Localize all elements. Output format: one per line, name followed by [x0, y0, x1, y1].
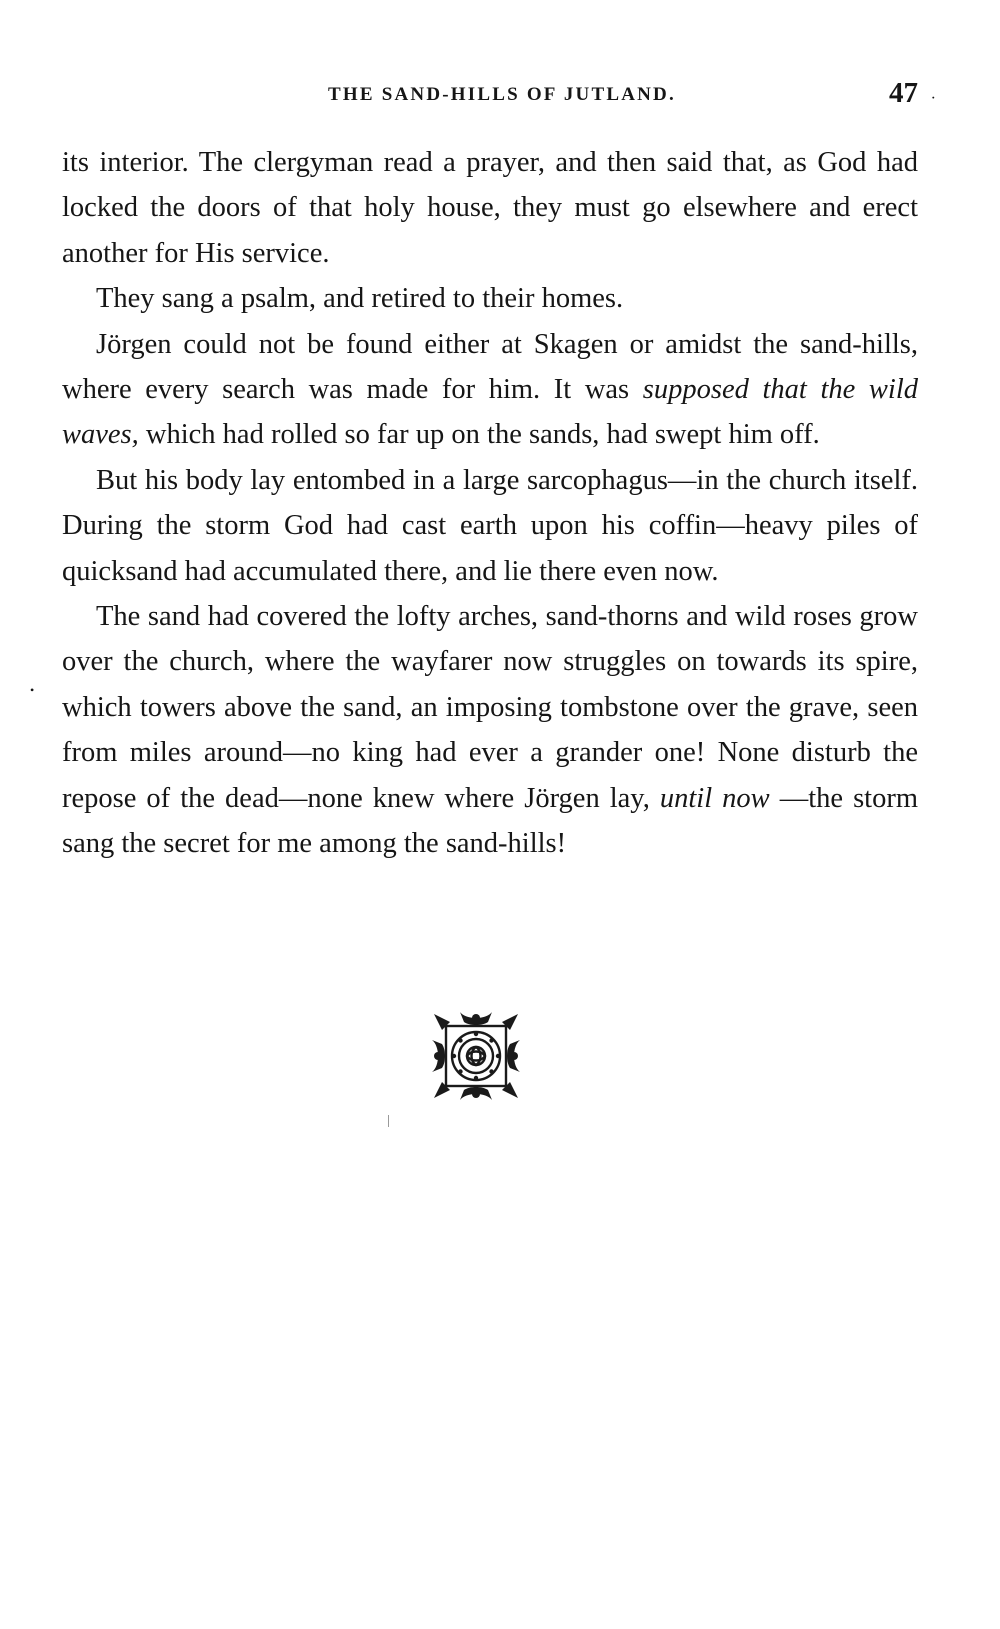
paragraph-3: [62, 322, 918, 458]
body-text: [62, 140, 918, 867]
stray-mark: •: [30, 683, 35, 697]
running-title: THE SAND-HILLS OF JUTLAND.: [328, 84, 676, 105]
rule-dot: [388, 1115, 389, 1127]
paragraph-2: They sang a psalm, and retired to their homes.: [96, 283, 624, 315]
tailpiece-ornament-icon: [430, 1010, 522, 1102]
paragraph-5-tail: —the storm sang the secret for me among the sand-hills!: [62, 782, 919, 860]
paragraph-5-text: The sand had covered the lofty arches, sand-thorns and wild roses grow over the church, where the wayfarer now struggles on towards its spire, which towers above the sand, an imposing tombstone over the grave, seen from miles around—no king had ever a grander one! None disturb the repose of the dead—none knew where Jörgen lay,: [62, 601, 918, 814]
page-mark: ·: [930, 90, 936, 107]
paragraph-4: But his body lay entombed in a large sarcophagus—in the church itself. During the storm God had cast earth upon his coffin—heavy piles of quicksand had accumulated there, and lie there even now.: [62, 464, 918, 587]
page-number: 47: [889, 77, 918, 109]
paragraph-5-italic: until now: [659, 782, 770, 814]
paragraph-3-italic: supposed that the wild waves,: [62, 374, 918, 451]
paragraph-3-text: Jörgen could not be found either at Skagen or amidst the sand-hills, where every search was made for him. It was: [62, 328, 918, 406]
paragraph-1: its interior. The clergyman read a prayer, and then said that, as God had locked the doors of that holy house, they must go elsewhere and erect another for His service.: [62, 147, 918, 269]
running-head: [62, 77, 936, 114]
paragraph-5: [62, 594, 918, 866]
paragraph-3-tail: which had rolled so far up on the sands, had swept him off.: [145, 419, 820, 451]
